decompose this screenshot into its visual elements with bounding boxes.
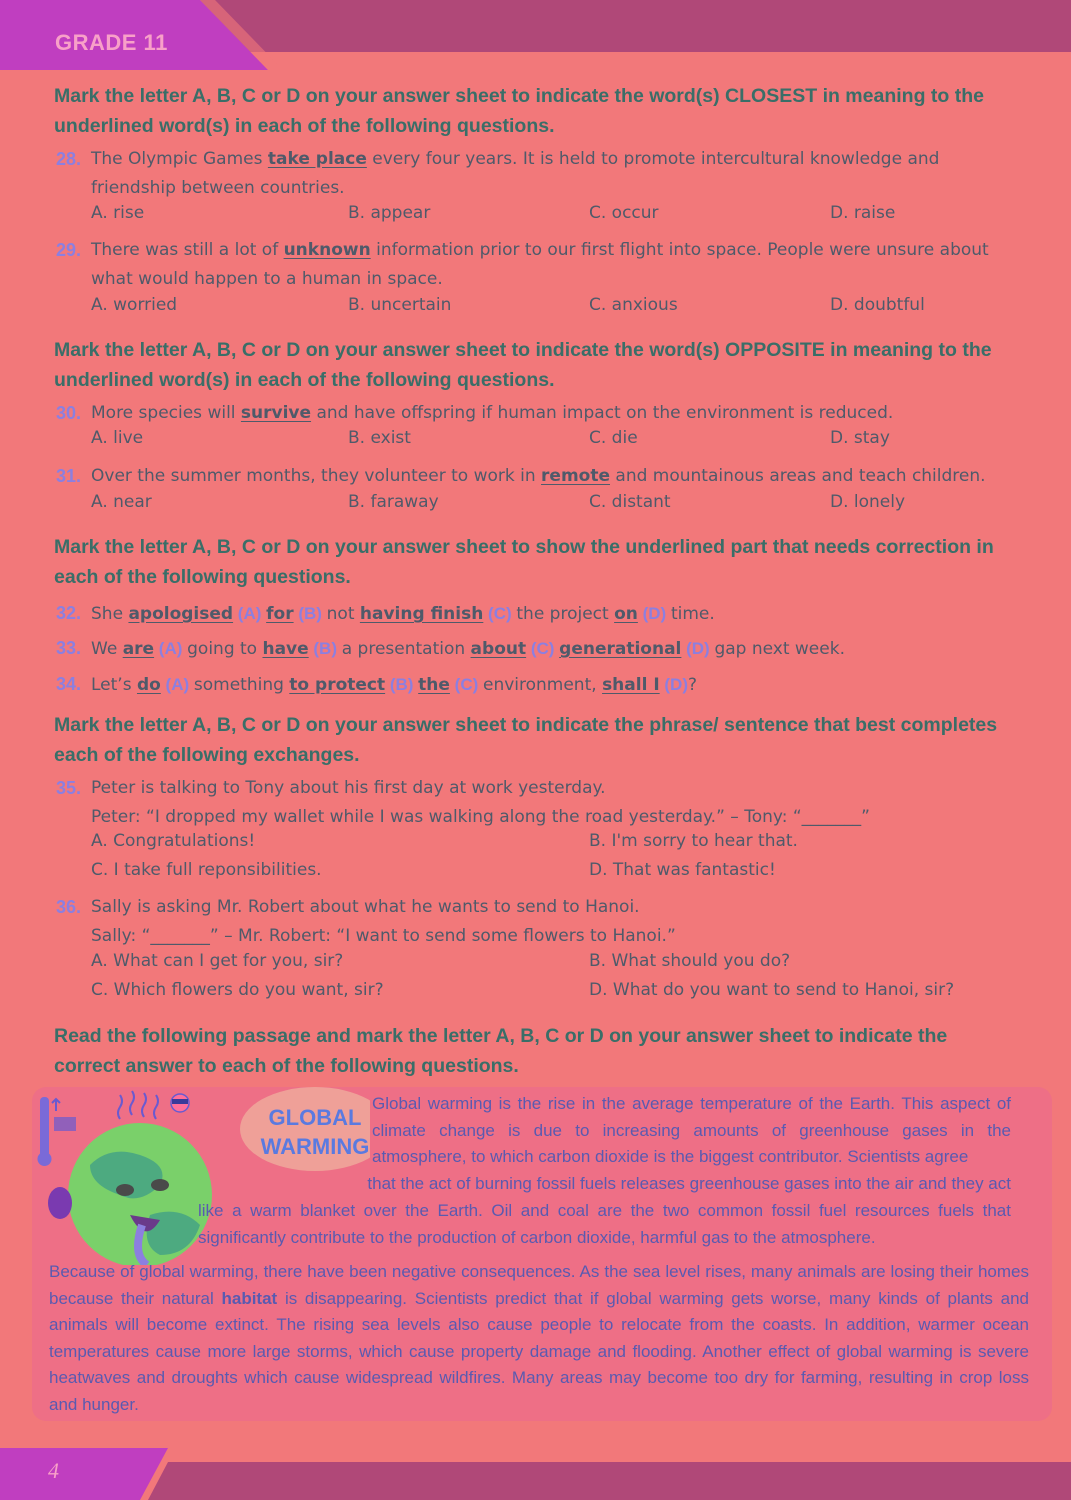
question-text: gap next week. — [714, 639, 845, 659]
passage-text: is disappearing. Scientists predict that if global warming gets worse, many kinds of plants and animals will become extinct. The rising sea levels also cause people to relocate from the coasts. In addition, warmer ocean temperatures cause more large storms, which cause property damage and flooding. Another effect of global warming is severe heatwaves and droughts which cause widespread wildfires. Many areas may become too dry for farming, resulting in crop loss and hunger. — [49, 1288, 1029, 1414]
underlined-word: survive — [240, 403, 312, 423]
option-a[interactable]: A. worried — [91, 295, 178, 315]
question-text: every four years. It is held to promote intercultural knowledge and friendship between countries. — [91, 149, 940, 198]
question-text: a presentation — [341, 639, 471, 659]
label-b: (B) — [385, 675, 419, 694]
underlined-part-c: about — [470, 639, 527, 659]
question-28 — [56, 145, 1016, 203]
option-d[interactable]: D. That was fantastic! — [589, 860, 776, 880]
question-number: 34. — [56, 674, 82, 694]
label-c: (C) — [449, 675, 483, 694]
question-text: environment, — [482, 675, 603, 695]
options-31 — [91, 492, 1021, 521]
question-text: We — [91, 639, 123, 659]
options-36-row2 — [91, 980, 1021, 1009]
question-number: 33. — [56, 638, 82, 658]
option-b[interactable]: B. faraway — [348, 492, 439, 512]
option-c[interactable]: C. anxious — [589, 295, 678, 315]
label-a: (A) — [233, 604, 267, 623]
underlined-part-a: are — [122, 639, 155, 659]
thermometer-icon — [38, 1097, 77, 1166]
question-context: Peter is talking to Tony about his first day at work yesterday. — [91, 778, 606, 798]
option-c[interactable]: C. distant — [589, 492, 671, 512]
option-d[interactable]: D. stay — [830, 428, 890, 448]
question-text: not — [326, 604, 360, 624]
label-c: (C) — [483, 604, 517, 623]
section4-instruction: Mark the letter A, B, C or D on your answer sheet to indicate the phrase/ sentence that best completes each of the following exchanges. — [54, 714, 998, 766]
question-36 — [56, 893, 1016, 951]
question-number: 36. — [56, 897, 82, 917]
question-context: Sally is asking Mr. Robert about what he wants to send to Hanoi. — [91, 897, 640, 917]
option-a[interactable]: A. Congratulations! — [91, 831, 256, 851]
options-36-row1 — [91, 951, 1021, 980]
option-a[interactable]: A. rise — [91, 203, 145, 223]
underlined-part-d: on — [614, 604, 638, 624]
option-b[interactable]: B. exist — [348, 428, 411, 448]
question-number: 30. — [56, 403, 82, 423]
option-b[interactable]: B. uncertain — [348, 295, 452, 315]
underlined-part-c: having finish — [359, 604, 484, 624]
question-31 — [56, 462, 1016, 491]
passage-paragraph-2 — [49, 1259, 1029, 1418]
options-35-row1 — [91, 831, 1021, 860]
question-34 — [56, 670, 1016, 700]
question-32 — [56, 599, 1016, 629]
question-number: 28. — [56, 149, 82, 169]
question-text: and have offspring if human impact on the environment is reduced. — [311, 403, 894, 423]
label-b: (B) — [308, 639, 342, 658]
label-b: (B) — [293, 604, 327, 623]
passage-paragraph-1b: that the act of burning fossil fuels releases greenhouse gases into the air and they act — [367, 1174, 1011, 1193]
option-a[interactable]: A. near — [91, 492, 152, 512]
option-a[interactable]: A. What can I get for you, sir? — [91, 951, 344, 971]
underlined-part-d: generational — [559, 639, 682, 659]
label-c: (C) — [526, 639, 560, 658]
options-35-row2 — [91, 860, 1021, 889]
option-b[interactable]: B. I'm sorry to hear that. — [589, 831, 798, 851]
section2-instruction: Mark the letter A, B, C or D on your answer sheet to indicate the word(s) OPPOSITE in meaning to the underlined word(s) in each of the following questions. — [54, 339, 992, 391]
question-text: ? — [687, 675, 698, 695]
option-c[interactable]: C. occur — [589, 203, 659, 223]
question-text: She — [91, 604, 129, 624]
underlined-part-a: do — [136, 675, 161, 695]
question-33 — [56, 634, 1016, 664]
underlined-word: unknown — [283, 240, 371, 260]
option-c[interactable]: C. Which flowers do you want, sir? — [91, 980, 384, 1000]
option-d[interactable]: D. doubtful — [830, 295, 925, 315]
underlined-part-b: have — [262, 639, 309, 659]
option-b[interactable]: B. appear — [348, 203, 431, 223]
passage-paragraph-1a: Global warming is the rise in the average temperature of the Earth. This aspect of climate change is due to increasing amounts of greenhouse gases in the atmosphere, to which carbon dioxide is the biggest contributor. Scientists agree — [372, 1094, 1011, 1166]
question-number: 32. — [56, 603, 82, 623]
label-a: (A) — [160, 675, 194, 694]
option-a[interactable]: A. live — [91, 428, 144, 448]
option-b[interactable]: B. What should you do? — [589, 951, 791, 971]
underlined-part-a: apologised — [128, 604, 234, 624]
question-text: something — [193, 675, 290, 695]
sun-icon — [171, 1094, 189, 1112]
question-35 — [56, 774, 1016, 832]
option-c[interactable]: C. I take full reponsibilities. — [91, 860, 322, 880]
question-dialogue: Peter: “I dropped my wallet while I was walking along the road yesterday.” – Tony: “_______” — [91, 807, 870, 827]
section5-instruction: Read the following passage and mark the letter A, B, C or D on your answer sheet to indicate the correct answer to each of the following questions. — [54, 1025, 948, 1077]
title-global: GLOBAL — [268, 1105, 362, 1130]
underlined-part-b: for — [266, 604, 294, 624]
option-d[interactable]: D. lonely — [830, 492, 906, 512]
question-number: 29. — [56, 240, 82, 260]
question-30 — [56, 399, 1016, 428]
heat-waves-icon — [118, 1091, 158, 1119]
question-text: Over the summer months, they volunteer to work in — [91, 466, 542, 486]
section1-instruction: Mark the letter A, B, C or D on your answer sheet to indicate the word(s) CLOSEST in meaning to the underlined word(s) in each of the following questions. — [54, 85, 984, 137]
options-28 — [91, 203, 1021, 232]
title-warming: WARMING — [260, 1134, 370, 1159]
question-number: 31. — [56, 466, 82, 486]
footer-band — [0, 1448, 1071, 1500]
question-text: There was still a lot of — [91, 240, 284, 260]
options-29 — [91, 295, 1021, 324]
grade-label: GRADE 11 — [55, 30, 168, 55]
underlined-part-c: the — [418, 675, 450, 695]
option-c[interactable]: C. die — [589, 428, 638, 448]
label-d: (D) — [681, 639, 715, 658]
underlined-word: remote — [541, 466, 610, 486]
question-text: going to — [187, 639, 263, 659]
question-text: More species will — [91, 403, 241, 423]
section3-instruction: Mark the letter A, B, C or D on your answer sheet to show the underlined part that needs correction in each of the following questions. — [54, 536, 994, 588]
underlined-part-b: to protect — [289, 675, 386, 695]
label-d: (D) — [637, 604, 671, 623]
question-text: information prior to our first flight into space. People were unsure about what would happen to a human in space. — [91, 240, 989, 289]
earth-icon — [48, 1123, 212, 1265]
question-dialogue: Sally: “_______” – Mr. Robert: “I want to send some flowers to Hanoi.” — [91, 926, 676, 946]
option-d[interactable]: D. raise — [830, 203, 896, 223]
label-a: (A) — [154, 639, 188, 658]
question-number: 35. — [56, 778, 82, 798]
options-30 — [91, 428, 1021, 457]
question-text: The Olympic Games — [91, 149, 268, 169]
bold-word-habitat: habitat — [221, 1288, 278, 1308]
question-text: and mountainous areas and teach children. — [610, 466, 986, 486]
label-d: (D) — [659, 675, 688, 694]
question-text: Let’s — [91, 675, 137, 695]
passage-paragraph-1c: like a warm blanket over the Earth. Oil and coal are the two common fossil fuel resources fuels that significantly contribute to the production of carbon dioxide, harmful gas to the atmosphere. — [198, 1201, 1011, 1247]
underlined-word: take place — [267, 149, 367, 169]
page-number: 4 — [48, 1458, 59, 1483]
question-text: time. — [670, 604, 715, 624]
underlined-part-d: shall I — [602, 675, 660, 695]
passage-text: Because of global warming, there have been negative consequences. As the sea level rises, many animals are losing their homes because their natural — [49, 1262, 1029, 1308]
question-29 — [56, 236, 1016, 294]
option-d[interactable]: D. What do you want to send to Hanoi, sir? — [589, 980, 955, 1000]
question-text: the project — [516, 604, 615, 624]
